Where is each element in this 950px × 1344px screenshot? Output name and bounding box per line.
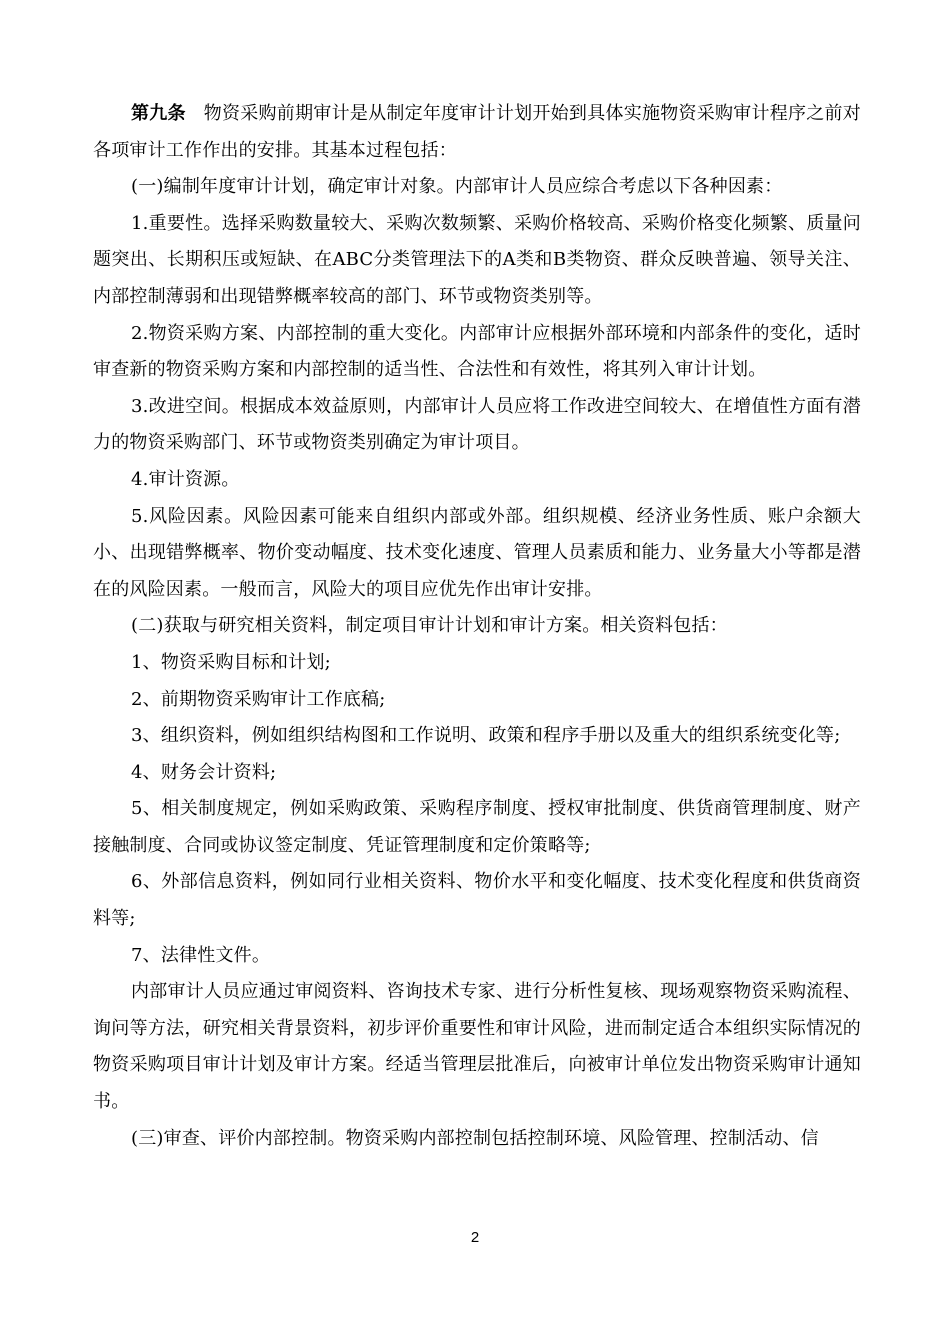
- list-item-material-3: 3、组织资料，例如组织结构图和工作说明、政策和程序手册以及重大的组织系统变化等;: [131, 725, 841, 747]
- list-item-material-4: 4、财务会计资料;: [131, 761, 277, 783]
- list-item-material-2: 2、前期物资采购审计工作底稿;: [131, 688, 386, 710]
- article-paragraph: [93, 96, 861, 169]
- paragraph-factor-improvement: 3.改进空间。根据成本效益原则，内部审计人员应将工作改进空间较大、在增值性方面有潜力的物资采购部门、环节或物资类别确定为审计项目。: [93, 395, 861, 454]
- paragraph-audit-plan: 内部审计人员应通过审阅资料、咨询技术专家、进行分析性复核、现场观察物资采购流程、询问等方法，研究相关背景资料，初步评价重要性和审计风险，进而制定适合本组织实际情况的物资采购项目审计计划及审计方案。经适当管理层批准后，向被审计单位发出物资采购审计通知书。: [93, 981, 861, 1113]
- article-label: 第九条: [131, 103, 186, 124]
- list-item-material-7: 7、法律性文件。: [131, 944, 271, 966]
- paragraph-section-3-heading: (三)审查、评价内部控制。物资采购内部控制包括控制环境、风险管理、控制活动、信: [131, 1127, 819, 1149]
- list-item-material-6: 6、外部信息资料，例如同行业相关资料、物价水平和变化幅度、技术变化程度和供货商资料等;: [93, 871, 861, 930]
- list-item-material-1: 1、物资采购目标和计划;: [131, 651, 331, 673]
- paragraph-factor-changes: 2.物资采购方案、内部控制的重大变化。内部审计应根据外部环境和内部条件的变化，适时审查新的物资采购方案和内部控制的适当性、合法性和有效性，将其列入审计计划。: [93, 322, 861, 381]
- article-text: 物资采购前期审计是从制定年度审计计划开始到具体实施物资采购审计程序之前对各项审计工作作出的安排。其基本过程包括：: [93, 103, 861, 161]
- paragraph-section-2-heading: (二)获取与研究相关资料，制定项目审计计划和审计方案。相关资料包括：: [131, 615, 728, 637]
- document-body: [93, 96, 861, 1157]
- page-number: 2: [470, 1229, 480, 1246]
- paragraph-factor-importance: 1.重要性。选择采购数量较大、采购次数频繁、采购价格较高、采购价格变化频繁、质量问题突出、长期积压或短缺、在ABC分类管理法下的A类和B类物资、群众反映普遍、领导关注、内部控制薄弱和出现错弊概率较高的部门、环节或物资类别等。: [93, 212, 861, 307]
- paragraph-section-1-heading: (一)编制年度审计计划，确定审计对象。内部审计人员应综合考虑以下各种因素：: [131, 176, 783, 198]
- list-item-material-5: 5、相关制度规定，例如采购政策、采购程序制度、授权审批制度、供货商管理制度、财产接触制度、合同或协议签定制度、凭证管理制度和定价策略等;: [93, 798, 861, 856]
- paragraph-factor-risk: 5.风险因素。风险因素可能来自组织内部或外部。组织规模、经济业务性质、账户余额大小、出现错弊概率、物价变动幅度、技术变化速度、管理人员素质和能力、业务量大小等都是潜在的风险因素。一般而言，风险大的项目应优先作出审计安排。: [93, 505, 861, 600]
- paragraph-factor-resources: 4.审计资源。: [131, 468, 240, 490]
